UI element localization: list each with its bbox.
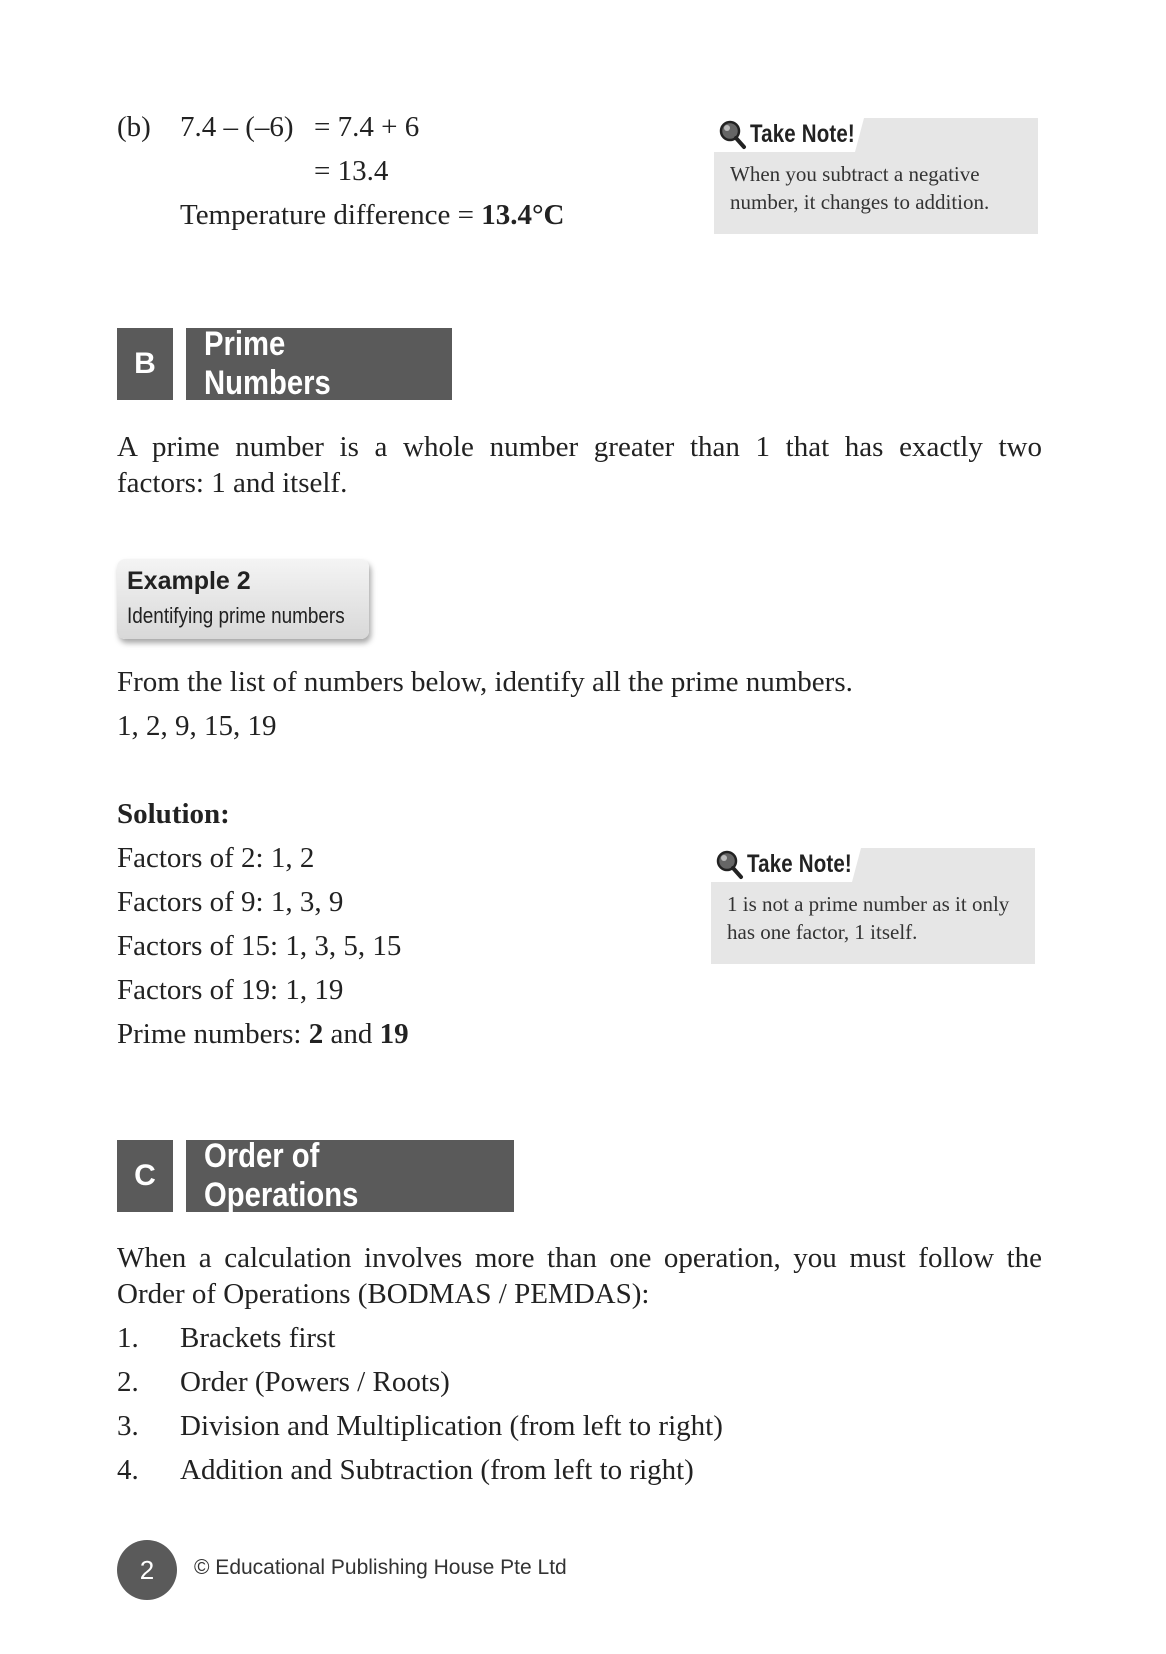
solution-heading: Solution: [117,798,230,830]
result-value: 13.4°C [481,199,565,231]
copyright-footer: © Educational Publishing House Pte Ltd [194,1556,567,1579]
take-note-text-line1: When you subtract a negative [730,162,980,186]
order-step-2-num: 2. [117,1366,139,1398]
part-b-expression: 7.4 – (–6) [180,111,294,143]
solution-prime-result [117,1016,409,1052]
order-step-4-text: Addition and Subtraction (from left to right) [180,1454,694,1486]
prime-a: 2 [308,1018,324,1050]
take-note-header [718,114,878,154]
prime-b: 19 [379,1018,409,1050]
example-2-box [117,559,369,639]
section-b-letter: B [117,328,173,400]
magnifier-icon [715,848,745,880]
take-note-box-2 [711,848,1035,964]
result-label: Temperature difference = [180,199,482,231]
take-note-text-line1: 1 is not a prime number as it only [727,892,1010,916]
order-intro-line2: Order of Operations (BODMAS / PEMDAS): [117,1278,650,1310]
take-note-box-1 [714,118,1038,234]
prime-definition-line1: A prime number is a whole number greater than 1 that has exactly two [117,431,1042,463]
part-b-label: (b) [117,111,151,143]
solution-line-1: Factors of 2: 1, 2 [117,842,315,874]
magnifier-icon [718,118,748,150]
order-step-1-num: 1. [117,1322,139,1354]
example-2-title: Example 2 [127,567,251,595]
prime-and: and [323,1018,380,1050]
section-b-title-text: Prime Numbers [204,325,331,402]
page-number: 2 [117,1540,177,1600]
example-2-numbers: 1, 2, 9, 15, 19 [117,710,277,742]
take-note-text-line2: number, it changes to addition. [730,190,990,214]
part-b-step1: = 7.4 + 6 [314,111,420,143]
section-c-letter: C [117,1140,173,1212]
order-step-4-num: 4. [117,1454,139,1486]
example-2-question: From the list of numbers below, identify all the prime numbers. [117,666,853,698]
section-b-title [186,325,452,402]
solution-line-2: Factors of 9: 1, 3, 9 [117,886,344,918]
prime-label: Prime numbers: [117,1018,309,1050]
solution-line-4: Factors of 19: 1, 19 [117,974,344,1006]
solution-line-3: Factors of 15: 1, 3, 5, 15 [117,930,402,962]
order-step-1-text: Brackets first [180,1322,336,1354]
prime-definition-line2: factors: 1 and itself. [117,467,348,499]
take-note-title: Take Note! [747,849,852,878]
part-b-result [180,198,565,232]
section-c-title-text: Order of Operations [204,1137,359,1214]
order-step-3-num: 3. [117,1410,139,1442]
section-c-title [186,1137,514,1214]
part-b-step2: = 13.4 [314,155,389,187]
order-step-2-text: Order (Powers / Roots) [180,1366,450,1398]
take-note-header [715,844,875,884]
example-2-subtitle: Identifying prime numbers [127,603,345,628]
take-note-title: Take Note! [750,119,855,148]
order-intro-line1: When a calculation involves more than one operation, you must follow the [117,1242,1042,1274]
order-step-3-text: Division and Multiplication (from left to right) [180,1410,723,1442]
take-note-text-line2: has one factor, 1 itself. [727,920,918,944]
